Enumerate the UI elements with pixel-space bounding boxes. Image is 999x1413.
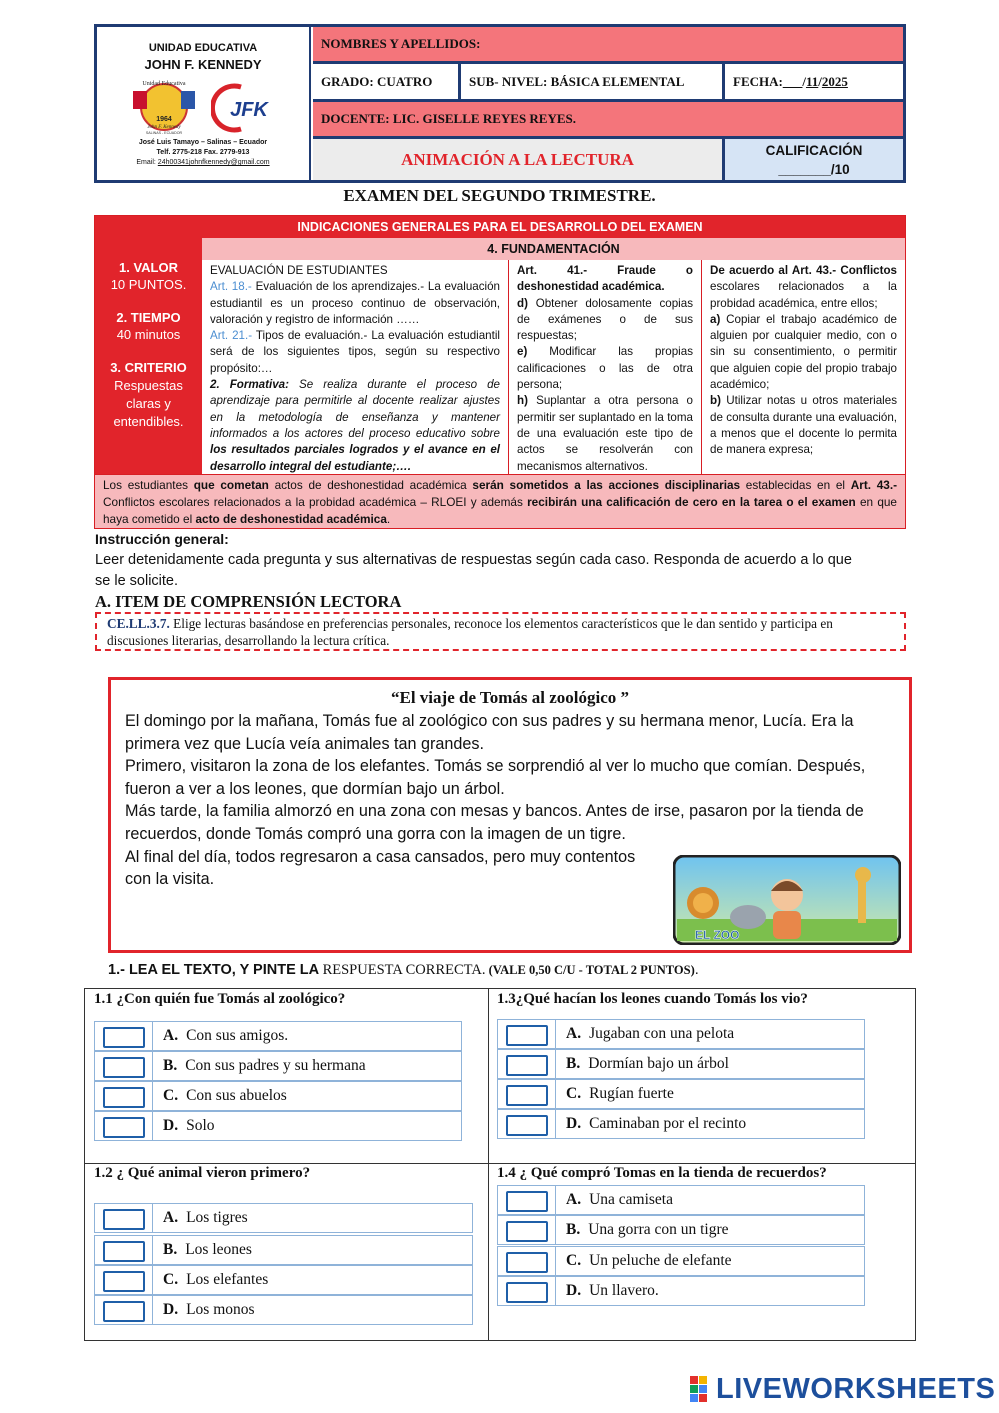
answer-text — [153, 1241, 252, 1259]
formativa-text: Se realiza durante el proceso de aprendizaje para permitirle al docente realizar ajustes en la metodología de enseñanza y mantener informados a los actores del proceso educativo sobre — [210, 378, 500, 440]
watermark-text: LIVEWORKSHEETS — [716, 1373, 996, 1405]
answer-checkbox[interactable] — [103, 1087, 145, 1108]
seal-year: 1964 — [156, 116, 172, 123]
subject-row — [313, 139, 903, 180]
seal-bottom-text: SALINAS - ECUADOR — [145, 131, 183, 135]
answer-text — [153, 1117, 215, 1135]
date-label: FECHA: — [733, 73, 783, 89]
item-d-label: d) — [517, 296, 528, 310]
item-a-label: a) — [710, 312, 721, 326]
criterio-value: Respuestas claras y entendibles. — [113, 378, 184, 429]
answer-letter: A. — [566, 1025, 582, 1042]
zoo-illustration — [673, 855, 901, 945]
answer-letter: A. — [163, 1027, 179, 1044]
formativa-label: 2. Formativa: — [210, 378, 289, 392]
answer-letter: D. — [566, 1115, 582, 1132]
col2-heading: Art. 41.- Fraude o deshonestidad académica. — [517, 264, 693, 294]
answer-label: Los leones — [185, 1241, 252, 1258]
answer-letter: A. — [163, 1209, 179, 1226]
answer-text — [153, 1057, 366, 1075]
item-h-label: h) — [517, 394, 528, 408]
answer-label: Con sus amigos. — [186, 1027, 289, 1044]
answer-text — [556, 1055, 729, 1073]
footer-text: Los estudiantes — [103, 478, 194, 492]
questions-instruction — [108, 962, 699, 979]
liveworksheets-logo-icon — [690, 1376, 716, 1404]
answer-checkbox[interactable] — [103, 1209, 145, 1230]
answer-letter: A. — [566, 1191, 582, 1208]
answer-option[interactable] — [94, 1203, 473, 1233]
answer-label: Rugían fuerte — [589, 1085, 674, 1102]
answer-label: Dormían bajo un árbol — [588, 1055, 729, 1072]
names-label: NOMBRES Y APELLIDOS: — [321, 36, 481, 51]
answer-checkbox-cell — [95, 1052, 153, 1080]
elephant-icon — [730, 905, 766, 929]
footer-text: en que haya cometido el — [103, 495, 897, 526]
item-a-text: Copiar el trabajo académico de alguien por cualquier medio, con o sin su consentimiento, o permitir que alguien copie del propio trabajo académico; — [710, 312, 897, 392]
school-info — [97, 27, 311, 180]
exam-title: EXAMEN DEL SEGUNDO TRIMESTRE. — [343, 186, 656, 205]
school-address: José Luis Tamayo – Salinas – Ecuador — [138, 139, 268, 146]
answer-text — [556, 1115, 746, 1133]
answer-checkbox-cell — [498, 1277, 556, 1305]
answer-letter: D. — [163, 1117, 179, 1134]
seal-name-text: John F. Kennedy — [147, 125, 181, 130]
fundamentacion-title: 4. FUNDAMENTACIÓN — [202, 238, 905, 260]
date-sep: / — [818, 73, 822, 89]
answer-label: Los elefantes — [186, 1271, 269, 1288]
instruction-text: Leer detenidamente cada pregunta y sus alternativas de respuestas según cada caso. Responda de acuerdo a lo que se le solicite. — [95, 552, 852, 589]
answer-letter: B. — [566, 1055, 581, 1072]
score-cell[interactable] — [725, 139, 903, 180]
subject-title: ANIMACIÓN A LA LECTURA — [313, 139, 725, 180]
school-name: JOHN F. KENNEDY — [144, 57, 262, 72]
indications-footer — [95, 474, 905, 528]
sublevel-cell: SUB- NIVEL: BÁSICA ELEMENTAL — [461, 64, 725, 99]
answer-label: Un peluche de elefante — [589, 1252, 732, 1269]
answer-checkbox[interactable] — [506, 1085, 548, 1106]
questions-instruction-a: 1.- LEA EL TEXTO, Y PINTE LA — [108, 962, 323, 978]
answer-label: Caminaban por el recinto — [589, 1115, 747, 1132]
school-email: 24h00341johnfkennedy@gmail.com — [157, 159, 270, 166]
story-paragraph: Más tarde, la familia almorzó en una zona con mesas y bancos. Antes de irse, pasaron por la tienda de recuerdos, donde Tomás compró una gorra con la imagen de un tigre. — [125, 802, 864, 843]
art21-ref: Art. 21.- — [210, 329, 253, 343]
footer-text: Conflictos escolares relacionados a la probidad académica – RLOEI y además — [103, 495, 528, 509]
answer-checkbox[interactable] — [103, 1301, 145, 1322]
question-title: 1.4 ¿ Qué compró Tomas en la tienda de recuerdos? — [497, 1165, 827, 1181]
indications-table — [94, 215, 906, 529]
answer-label: Un llavero. — [589, 1282, 659, 1299]
footer-bold: serán sometidos a las acciones disciplinarias — [472, 478, 741, 492]
answer-option[interactable] — [497, 1079, 865, 1109]
question-title: 1.2 ¿ Qué animal vieron primero? — [94, 1165, 311, 1181]
teacher-name: DOCENTE: LIC. GISELLE REYES REYES. — [321, 111, 577, 126]
answer-option[interactable] — [497, 1215, 865, 1245]
footer-text: . — [386, 512, 391, 526]
item-h-text: Suplantar a otra persona o permitir ser suplantado en la toma de una evaluación este tipo de actos se resolverán con mecanismos alternativos. — [517, 394, 693, 473]
footer-text: actos de deshonestidad académica — [268, 478, 473, 492]
info-row — [313, 64, 903, 102]
answer-option[interactable] — [497, 1049, 865, 1079]
date-month: 11 — [805, 73, 819, 89]
answer-label: Con sus padres y su hermana — [185, 1057, 366, 1074]
grade-cell: GRADO: CUATRO — [313, 64, 461, 99]
names-row[interactable] — [313, 27, 903, 64]
answer-label: Jugaban con una pelota — [589, 1025, 735, 1042]
answer-letter: B. — [566, 1221, 581, 1238]
answer-letter: C. — [163, 1271, 179, 1288]
indications-left-panel — [95, 238, 202, 474]
item-d-text: Obtener dolosamente copias de exámenes o de sus respuestas; — [517, 296, 693, 343]
answer-checkbox[interactable] — [103, 1027, 145, 1048]
score-total: /10 — [830, 162, 850, 177]
date-year: 2025 — [821, 73, 848, 89]
answer-option[interactable] — [94, 1051, 462, 1081]
story-paragraph: Al final del día, todos regresaron a casa cansados, pero muy contentos con la visita. — [125, 847, 636, 889]
questions-instruction-b: RESPUESTA CORRECTA. — [322, 962, 486, 978]
item-b-label: b) — [710, 394, 721, 408]
answer-text — [556, 1252, 732, 1270]
art18-ref: Art. 18.- — [210, 280, 252, 294]
item-e-text: Modificar las propias calificaciones o las de otra persona; — [517, 345, 693, 392]
jfk-logo-text: JFK — [230, 99, 268, 121]
law-column-1 — [202, 260, 509, 474]
answer-checkbox-cell — [95, 1082, 153, 1110]
law-column-3 — [702, 260, 905, 474]
school-label: UNIDAD EDUCATIVA — [148, 42, 258, 54]
answer-letter: B. — [163, 1057, 178, 1074]
answer-checkbox-cell — [95, 1022, 153, 1050]
exam-header — [94, 24, 906, 183]
score-blank: _______ — [778, 162, 831, 177]
art21-text: Tipos de evaluación.- La evaluación estudiantil será de los siguientes tipos, según su respectivo propósito:… — [210, 329, 500, 375]
question-title: 1.3¿Qué hacían los leones cuando Tomás los vio? — [497, 991, 808, 1007]
answer-checkbox[interactable] — [506, 1115, 548, 1136]
answer-letter: C. — [566, 1085, 582, 1102]
school-phones: Telf. 2775-218 Fax. 2779-913 — [156, 149, 250, 156]
answer-checkbox[interactable] — [103, 1241, 145, 1262]
answer-option[interactable] — [94, 1295, 473, 1325]
answer-checkbox-cell — [498, 1050, 556, 1078]
answer-checkbox-cell — [498, 1020, 556, 1048]
liveworksheets-watermark — [690, 1373, 995, 1406]
answer-text — [556, 1221, 729, 1239]
valor-value: 10 PUNTOS. — [110, 277, 187, 292]
answer-label: Una camiseta — [589, 1191, 673, 1208]
item-e-label: e) — [517, 345, 528, 359]
story-title: “El viaje de Tomás al zoológico ” — [391, 688, 629, 707]
date-blank: ___ — [782, 73, 803, 89]
answer-checkbox[interactable] — [506, 1055, 548, 1076]
valor-title: 1. VALOR — [119, 260, 178, 275]
answer-option[interactable] — [497, 1276, 865, 1306]
answer-letter: D. — [566, 1282, 582, 1299]
answer-text — [556, 1025, 734, 1043]
answer-text — [153, 1087, 287, 1105]
art18-text: Evaluación de los aprendizajes.- La evaluación estudiantil es un proceso continuo de observación, valoración y registro de información …… — [210, 280, 500, 326]
answer-checkbox-cell — [95, 1204, 153, 1232]
answer-checkbox-cell — [498, 1080, 556, 1108]
answer-text — [153, 1209, 248, 1227]
criterio-title: 3. CRITERIO — [110, 360, 187, 375]
teacher-row — [313, 102, 903, 139]
answer-text — [153, 1301, 255, 1319]
item-b-text: Utilizar notas u otros materiales de consulta durante una evaluación, a menos que el docente lo permita de manera expresa; — [710, 394, 897, 457]
questions-instruction-d: . — [694, 962, 699, 978]
tiempo-title: 2. TIEMPO — [116, 310, 181, 325]
criterion-code: CE.LL.3.7. — [107, 616, 170, 631]
footer-text: establecidas en el — [740, 478, 851, 492]
score-label: CALIFICACIÓN — [765, 143, 863, 158]
story-box — [108, 677, 912, 953]
answer-checkbox-cell — [95, 1112, 153, 1140]
answer-checkbox-cell — [95, 1266, 153, 1294]
jfk-logo — [211, 83, 277, 133]
school-email-line — [97, 159, 309, 166]
seal-top-text: Unidad Educativa — [142, 81, 186, 87]
date-sep: / — [802, 73, 806, 89]
answer-checkbox-cell — [498, 1216, 556, 1244]
answer-option[interactable] — [94, 1081, 462, 1111]
answer-letter: B. — [163, 1241, 178, 1258]
answer-checkbox[interactable] — [103, 1271, 145, 1292]
zoo-image-label: EL ZOO — [695, 928, 740, 942]
answer-checkbox-cell — [498, 1247, 556, 1275]
answer-option[interactable] — [497, 1109, 865, 1139]
instruction-title: Instrucción general: — [95, 531, 229, 547]
answer-text — [556, 1191, 673, 1209]
answer-label: Los tigres — [186, 1209, 248, 1226]
answer-text — [153, 1271, 268, 1289]
col3-heading: De acuerdo al Art. 43.- Conflictos — [710, 264, 897, 277]
answer-checkbox[interactable] — [506, 1252, 548, 1273]
answer-option[interactable] — [497, 1246, 865, 1276]
answer-checkbox[interactable] — [103, 1117, 145, 1138]
answer-label: Con sus abuelos — [186, 1087, 287, 1104]
questions-instruction-c: (VALE 0,50 C/U - TOTAL 2 PUNTOS) — [485, 963, 695, 977]
question-title: 1.1 ¿Con quién fue Tomás al zoológico? — [94, 991, 346, 1007]
answer-label: Los monos — [186, 1301, 255, 1318]
formativa-bold: los resultados parciales logrados y el avance en el desarrollo integral del estudiante;…. — [210, 443, 500, 473]
answer-checkbox[interactable] — [506, 1221, 548, 1242]
answer-checkbox-cell — [95, 1296, 153, 1324]
answer-option[interactable] — [497, 1019, 865, 1049]
answer-text — [556, 1085, 674, 1103]
answer-text — [556, 1282, 659, 1300]
answer-option[interactable] — [94, 1111, 462, 1141]
answer-checkbox[interactable] — [506, 1191, 548, 1212]
col1-heading: EVALUACIÓN DE ESTUDIANTES — [210, 264, 388, 277]
answer-label: Solo — [186, 1117, 215, 1134]
answer-checkbox-cell — [95, 1236, 153, 1264]
school-email-label: Email: — [136, 159, 156, 166]
footer-bold: acto de deshonestidad académica — [195, 512, 387, 526]
footer-bold: recibirán una calificación de cero en la tarea o el examen — [527, 495, 856, 509]
law-column-2 — [509, 260, 702, 474]
tiempo-value: 40 minutos — [116, 327, 181, 342]
school-seal-logo — [131, 77, 197, 135]
story-paragraph: El domingo por la mañana, Tomás fue al zoológico con sus padres y su hermana menor, Lucía. Era la primera vez que Lucía veía animales tan grandes. — [125, 712, 854, 753]
story-paragraph: Primero, visitaron la zona de los elefantes. Tomás se sorprendió al ver lo mucho que comían. Después, fueron a ver a los leones, que dormían bajo un árbol. — [125, 757, 866, 798]
criterion-text: Elige lecturas basándose en preferencias personales, reconoce los elementos característicos que le dan sentido y participa en discusiones literarias, desarrollando la lectura crítica. — [107, 616, 833, 648]
answer-option[interactable] — [94, 1021, 462, 1051]
col3-heading-rest: escolares relacionados a la probidad académica, entre ellos; — [710, 280, 897, 310]
answer-checkbox-cell — [498, 1186, 556, 1214]
answer-letter: C. — [566, 1252, 582, 1269]
answer-letter: C. — [163, 1087, 179, 1104]
criterion-box — [95, 612, 906, 651]
answer-letter: D. — [163, 1301, 179, 1318]
answer-checkbox-cell — [498, 1110, 556, 1138]
answer-option[interactable] — [497, 1185, 865, 1215]
date-cell[interactable] — [725, 64, 903, 99]
answer-label: Una gorra con un tigre — [588, 1221, 729, 1238]
answer-checkbox[interactable] — [506, 1282, 548, 1303]
answer-checkbox[interactable] — [506, 1025, 548, 1046]
section-a-title: A. ITEM DE COMPRENSIÓN LECTORA — [95, 592, 402, 611]
answer-checkbox[interactable] — [103, 1057, 145, 1078]
answer-text — [153, 1027, 288, 1045]
footer-bold: que cometan — [193, 478, 269, 492]
indications-title: INDICACIONES GENERALES PARA EL DESARROLLO DEL EXAMEN — [95, 216, 905, 238]
answer-option[interactable] — [94, 1265, 473, 1295]
footer-bold: Art. 43.- — [850, 478, 898, 492]
answer-option[interactable] — [94, 1235, 473, 1265]
